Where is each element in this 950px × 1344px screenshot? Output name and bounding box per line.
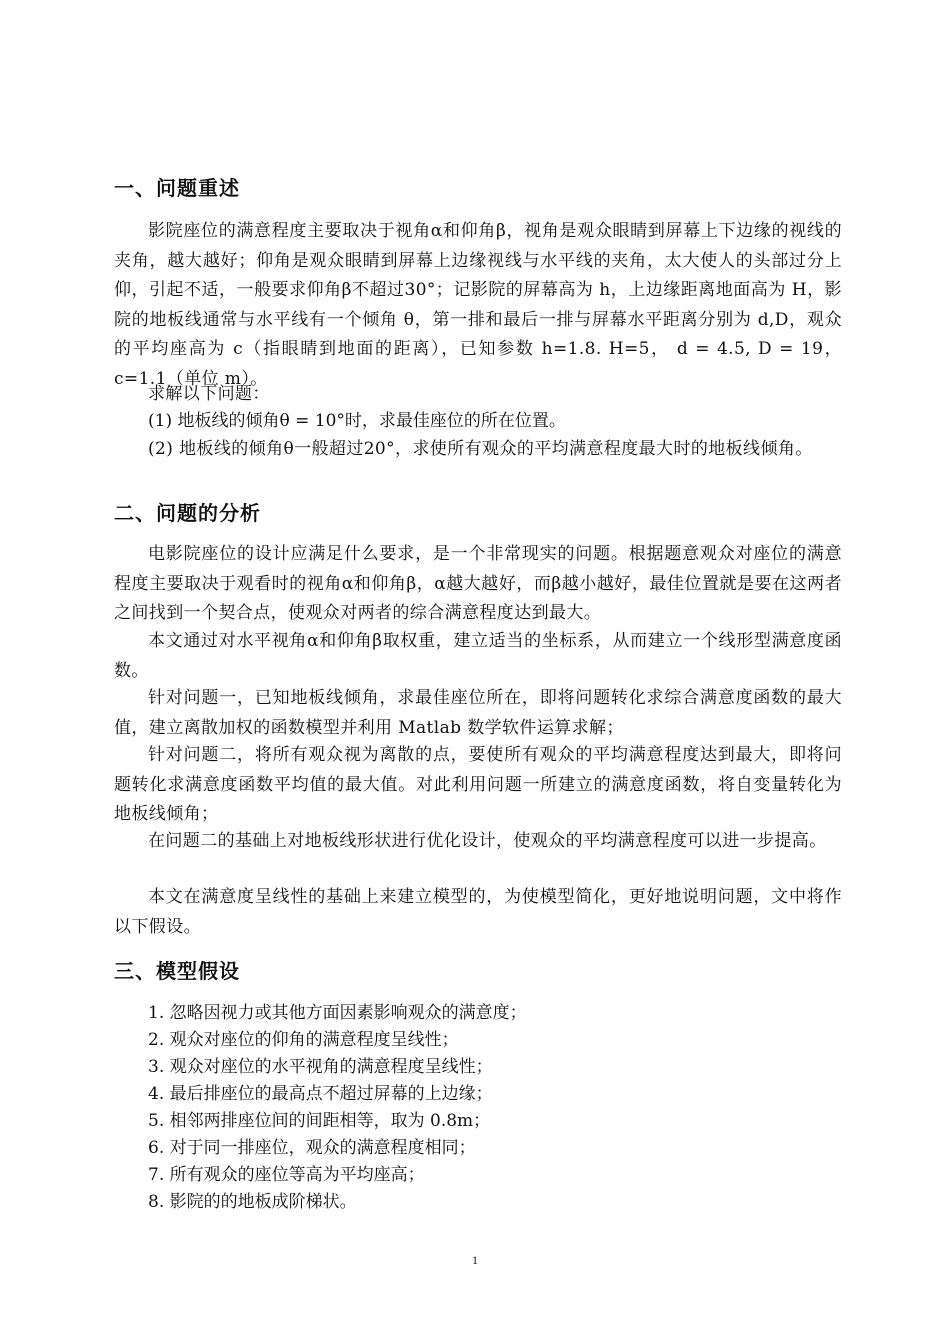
- paragraph: 本文通过对水平视角α和仰角β取权重，建立适当的坐标系，从而建立一个线形型满意度函数。: [114, 631, 842, 681]
- section-heading-restatement: 一、问题重述: [114, 176, 240, 200]
- list-item: 3. 观众对座位的水平视角的满意程度呈线性；: [148, 1057, 493, 1077]
- list-item: 1. 忽略因视力或其他方面因素影响观众的满意度；: [148, 1003, 527, 1023]
- paragraph: 影院座位的满意程度主要取决于视角α和仰角β，视角是观众眼睛到屏幕上下边缘的视线的夹角，越大越好；仰角是观众眼睛到屏幕上边缘视线与水平线的夹角，太大使人的头部过分上仰，引起不适，一般要求仰角β不超过30°；记影院的屏幕高为 h，上边缘距离地面高为 H，影院的地板线通常与水平线有一个倾角 θ，第一排和最后一排与屏幕水平距离分别为 d,D，观众的平均座高为 c（指眼睛到地面的距离），已知参数 h=1.8. H=5， d = 4.5, D = 19， c=1.1（单位 m）。: [114, 221, 842, 389]
- paragraph: 求解以下问题：: [148, 384, 270, 404]
- list-item: 5. 相邻两排座位间的间距相等，取为 0.8m；: [148, 1111, 491, 1131]
- page-number: 1: [472, 1253, 478, 1267]
- assumption-list: [148, 1000, 527, 1216]
- paragraph: 本文在满意度呈线性的基础上来建立模型的，为使模型简化，更好地说明问题，文中将作以下假设。: [114, 887, 842, 937]
- question-item: (1) 地板线的倾角θ = 10°时，求最佳座位的所在位置。: [148, 411, 566, 431]
- list-item: 4. 最后排座位的最高点不超过屏幕的上边缘；: [148, 1084, 493, 1104]
- section-heading-analysis: 二、问题的分析: [114, 501, 261, 525]
- paragraph: 电影院座位的设计应满足什么要求，是一个非常现实的问题。根据题意观众对座位的满意程度主要取决于观看时的视角α和仰角β，α越大越好，而β越小越好，最佳位置就是要在这两者之间找到一个契合点，使观众对两者的综合满意程度达到最大。: [114, 544, 842, 623]
- list-item: 2. 观众对座位的仰角的满意程度呈线性；: [148, 1030, 459, 1050]
- list-item: 8. 影院的的地板成阶梯状。: [148, 1192, 357, 1212]
- list-item: 6. 对于同一排座位，观众的满意程度相同；: [148, 1138, 476, 1158]
- section-heading-assumptions: 三、模型假设: [114, 959, 240, 983]
- list-item: 7. 所有观众的座位等高为平均座高；: [148, 1165, 425, 1185]
- paragraph: 针对问题二，将所有观众视为离散的点，要使所有观众的平均满意程度达到最大，即将问题转化求满意度函数平均值的最大值。对此利用问题一所建立的满意度函数，将自变量转化为地板线倾角；: [114, 745, 842, 824]
- paragraph: 针对问题一，已知地板线倾角，求最佳座位所在，即将问题转化求综合满意度函数的最大值，建立离散加权的函数模型并利用 Matlab 数学软件运算求解；: [114, 688, 842, 738]
- paragraph: 在问题二的基础上对地板线形状进行优化设计，使观众的平均满意程度可以进一步提高。: [148, 831, 827, 851]
- question-item: (2) 地板线的倾角θ一般超过20°，求使所有观众的平均满意程度最大时的地板线倾角。: [148, 439, 813, 459]
